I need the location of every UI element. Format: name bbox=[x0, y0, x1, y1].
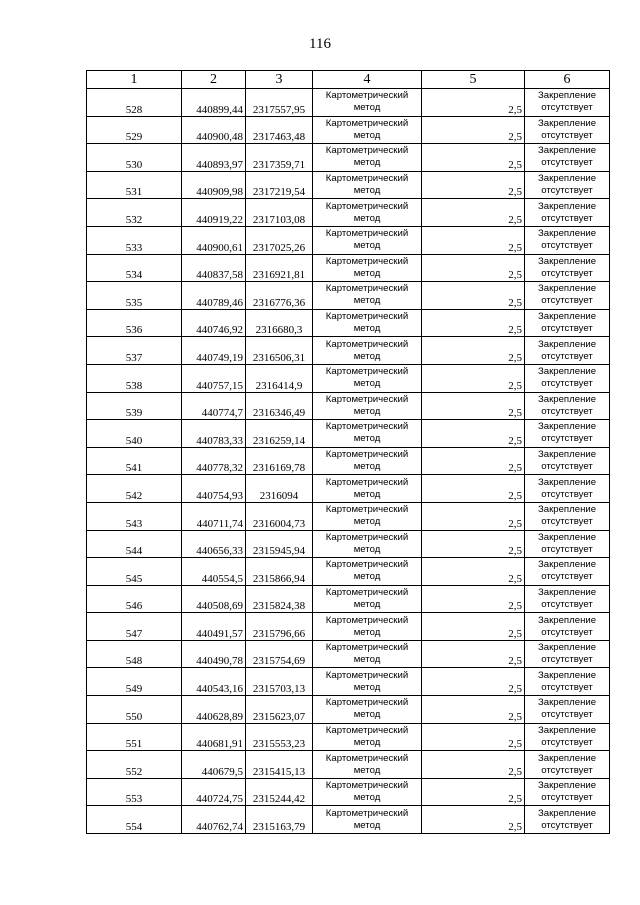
fixing-cell: Закрепление отсутствует bbox=[525, 447, 610, 475]
fixing-cell: Закрепление отсутствует bbox=[525, 806, 610, 834]
x-coordinate-cell: 440491,57 bbox=[182, 613, 246, 641]
fixing-cell: Закрепление отсутствует bbox=[525, 392, 610, 420]
accuracy-cell: 2,5 bbox=[422, 696, 525, 724]
fixing-cell: Закрепление отсутствует bbox=[525, 364, 610, 392]
x-coordinate-cell: 440837,58 bbox=[182, 254, 246, 282]
table-row bbox=[87, 806, 610, 834]
accuracy-cell: 2,5 bbox=[422, 116, 525, 144]
accuracy-cell: 2,5 bbox=[422, 364, 525, 392]
table-row bbox=[87, 337, 610, 365]
method-cell: Картометрический метод bbox=[313, 309, 422, 337]
x-coordinate-cell: 440919,22 bbox=[182, 199, 246, 227]
accuracy-cell: 2,5 bbox=[422, 806, 525, 834]
fixing-cell: Закрепление отсутствует bbox=[525, 696, 610, 724]
method-cell: Картометрический метод bbox=[313, 116, 422, 144]
point-number-cell: 549 bbox=[87, 668, 182, 696]
x-coordinate-cell: 440774,7 bbox=[182, 392, 246, 420]
fixing-cell: Закрепление отсутствует bbox=[525, 309, 610, 337]
accuracy-cell: 2,5 bbox=[422, 447, 525, 475]
table-row bbox=[87, 751, 610, 779]
header-row bbox=[87, 71, 610, 89]
method-cell: Картометрический метод bbox=[313, 696, 422, 724]
fixing-cell: Закрепление отсутствует bbox=[525, 282, 610, 310]
method-cell: Картометрический метод bbox=[313, 392, 422, 420]
y-coordinate-cell: 2317025,26 bbox=[246, 226, 313, 254]
accuracy-cell: 2,5 bbox=[422, 226, 525, 254]
point-number-cell: 551 bbox=[87, 723, 182, 751]
header-cell: 2 bbox=[182, 71, 246, 89]
point-number-cell: 548 bbox=[87, 640, 182, 668]
y-coordinate-cell: 2316506,31 bbox=[246, 337, 313, 365]
method-cell: Картометрический метод bbox=[313, 226, 422, 254]
x-coordinate-cell: 440899,44 bbox=[182, 89, 246, 117]
accuracy-cell: 2,5 bbox=[422, 337, 525, 365]
accuracy-cell: 2,5 bbox=[422, 502, 525, 530]
method-cell: Картометрический метод bbox=[313, 337, 422, 365]
y-coordinate-cell: 2315703,13 bbox=[246, 668, 313, 696]
accuracy-cell: 2,5 bbox=[422, 392, 525, 420]
point-number-cell: 534 bbox=[87, 254, 182, 282]
accuracy-cell: 2,5 bbox=[422, 530, 525, 558]
method-cell: Картометрический метод bbox=[313, 171, 422, 199]
x-coordinate-cell: 440749,19 bbox=[182, 337, 246, 365]
point-number-cell: 543 bbox=[87, 502, 182, 530]
header-cell: 6 bbox=[525, 71, 610, 89]
accuracy-cell: 2,5 bbox=[422, 475, 525, 503]
fixing-cell: Закрепление отсутствует bbox=[525, 420, 610, 448]
fixing-cell: Закрепление отсутствует bbox=[525, 778, 610, 806]
accuracy-cell: 2,5 bbox=[422, 171, 525, 199]
y-coordinate-cell: 2316259,14 bbox=[246, 420, 313, 448]
fixing-cell: Закрепление отсутствует bbox=[525, 613, 610, 641]
fixing-cell: Закрепление отсутствует bbox=[525, 226, 610, 254]
x-coordinate-cell: 440656,33 bbox=[182, 530, 246, 558]
x-coordinate-cell: 440783,33 bbox=[182, 420, 246, 448]
y-coordinate-cell: 2316921,81 bbox=[246, 254, 313, 282]
method-cell: Картометрический метод bbox=[313, 254, 422, 282]
method-cell: Картометрический метод bbox=[313, 778, 422, 806]
y-coordinate-cell: 2315824,38 bbox=[246, 585, 313, 613]
method-cell: Картометрический метод bbox=[313, 282, 422, 310]
x-coordinate-cell: 440554,5 bbox=[182, 558, 246, 586]
x-coordinate-cell: 440508,69 bbox=[182, 585, 246, 613]
y-coordinate-cell: 2317103,08 bbox=[246, 199, 313, 227]
fixing-cell: Закрепление отсутствует bbox=[525, 199, 610, 227]
accuracy-cell: 2,5 bbox=[422, 89, 525, 117]
table-row bbox=[87, 502, 610, 530]
point-number-cell: 531 bbox=[87, 171, 182, 199]
point-number-cell: 552 bbox=[87, 751, 182, 779]
x-coordinate-cell: 440757,15 bbox=[182, 364, 246, 392]
point-number-cell: 539 bbox=[87, 392, 182, 420]
table-row bbox=[87, 778, 610, 806]
table-row bbox=[87, 530, 610, 558]
accuracy-cell: 2,5 bbox=[422, 420, 525, 448]
x-coordinate-cell: 440893,97 bbox=[182, 144, 246, 172]
method-cell: Картометрический метод bbox=[313, 199, 422, 227]
fixing-cell: Закрепление отсутствует bbox=[525, 585, 610, 613]
method-cell: Картометрический метод bbox=[313, 558, 422, 586]
point-number-cell: 547 bbox=[87, 613, 182, 641]
x-coordinate-cell: 440679,5 bbox=[182, 751, 246, 779]
method-cell: Картометрический метод bbox=[313, 144, 422, 172]
x-coordinate-cell: 440711,74 bbox=[182, 502, 246, 530]
fixing-cell: Закрепление отсутствует bbox=[525, 254, 610, 282]
point-number-cell: 545 bbox=[87, 558, 182, 586]
accuracy-cell: 2,5 bbox=[422, 585, 525, 613]
point-number-cell: 532 bbox=[87, 199, 182, 227]
y-coordinate-cell: 2315796,66 bbox=[246, 613, 313, 641]
table-row bbox=[87, 144, 610, 172]
y-coordinate-cell: 2315623,07 bbox=[246, 696, 313, 724]
y-coordinate-cell: 2316094 bbox=[246, 475, 313, 503]
x-coordinate-cell: 440543,16 bbox=[182, 668, 246, 696]
point-number-cell: 540 bbox=[87, 420, 182, 448]
method-cell: Картометрический метод bbox=[313, 751, 422, 779]
y-coordinate-cell: 2317219,54 bbox=[246, 171, 313, 199]
y-coordinate-cell: 2315415,13 bbox=[246, 751, 313, 779]
method-cell: Картометрический метод bbox=[313, 668, 422, 696]
x-coordinate-cell: 440746,92 bbox=[182, 309, 246, 337]
table-row bbox=[87, 585, 610, 613]
y-coordinate-cell: 2316004,73 bbox=[246, 502, 313, 530]
table-row bbox=[87, 309, 610, 337]
method-cell: Картометрический метод bbox=[313, 530, 422, 558]
table-row bbox=[87, 558, 610, 586]
y-coordinate-cell: 2316680,3 bbox=[246, 309, 313, 337]
method-cell: Картометрический метод bbox=[313, 89, 422, 117]
method-cell: Картометрический метод bbox=[313, 613, 422, 641]
method-cell: Картометрический метод bbox=[313, 502, 422, 530]
x-coordinate-cell: 440681,91 bbox=[182, 723, 246, 751]
accuracy-cell: 2,5 bbox=[422, 640, 525, 668]
method-cell: Картометрический метод bbox=[313, 475, 422, 503]
point-number-cell: 553 bbox=[87, 778, 182, 806]
point-number-cell: 537 bbox=[87, 337, 182, 365]
accuracy-cell: 2,5 bbox=[422, 199, 525, 227]
y-coordinate-cell: 2315945,94 bbox=[246, 530, 313, 558]
table-row bbox=[87, 282, 610, 310]
accuracy-cell: 2,5 bbox=[422, 723, 525, 751]
table-row bbox=[87, 116, 610, 144]
table-body bbox=[87, 89, 610, 834]
fixing-cell: Закрепление отсутствует bbox=[525, 144, 610, 172]
fixing-cell: Закрепление отсутствует bbox=[525, 89, 610, 117]
point-number-cell: 536 bbox=[87, 309, 182, 337]
header-cell: 4 bbox=[313, 71, 422, 89]
accuracy-cell: 2,5 bbox=[422, 751, 525, 779]
method-cell: Картометрический метод bbox=[313, 723, 422, 751]
table-row bbox=[87, 420, 610, 448]
method-cell: Картометрический метод bbox=[313, 806, 422, 834]
table-row bbox=[87, 89, 610, 117]
accuracy-cell: 2,5 bbox=[422, 282, 525, 310]
y-coordinate-cell: 2316169,78 bbox=[246, 447, 313, 475]
point-number-cell: 546 bbox=[87, 585, 182, 613]
header-cell: 1 bbox=[87, 71, 182, 89]
method-cell: Картометрический метод bbox=[313, 585, 422, 613]
x-coordinate-cell: 440900,48 bbox=[182, 116, 246, 144]
table-row bbox=[87, 254, 610, 282]
method-cell: Картометрический метод bbox=[313, 447, 422, 475]
table-row bbox=[87, 696, 610, 724]
method-cell: Картометрический метод bbox=[313, 420, 422, 448]
table-row bbox=[87, 723, 610, 751]
fixing-cell: Закрепление отсутствует bbox=[525, 337, 610, 365]
accuracy-cell: 2,5 bbox=[422, 668, 525, 696]
fixing-cell: Закрепление отсутствует bbox=[525, 751, 610, 779]
accuracy-cell: 2,5 bbox=[422, 778, 525, 806]
point-number-cell: 528 bbox=[87, 89, 182, 117]
x-coordinate-cell: 440724,75 bbox=[182, 778, 246, 806]
x-coordinate-cell: 440762,74 bbox=[182, 806, 246, 834]
x-coordinate-cell: 440754,93 bbox=[182, 475, 246, 503]
accuracy-cell: 2,5 bbox=[422, 309, 525, 337]
y-coordinate-cell: 2316346,49 bbox=[246, 392, 313, 420]
table-row bbox=[87, 447, 610, 475]
point-number-cell: 544 bbox=[87, 530, 182, 558]
y-coordinate-cell: 2317557,95 bbox=[246, 89, 313, 117]
y-coordinate-cell: 2315244,42 bbox=[246, 778, 313, 806]
table-row bbox=[87, 475, 610, 503]
y-coordinate-cell: 2315754,69 bbox=[246, 640, 313, 668]
point-number-cell: 530 bbox=[87, 144, 182, 172]
fixing-cell: Закрепление отсутствует bbox=[525, 116, 610, 144]
header-cell: 3 bbox=[246, 71, 313, 89]
point-number-cell: 542 bbox=[87, 475, 182, 503]
table-row bbox=[87, 226, 610, 254]
header-cell: 5 bbox=[422, 71, 525, 89]
y-coordinate-cell: 2317463,48 bbox=[246, 116, 313, 144]
fixing-cell: Закрепление отсутствует bbox=[525, 530, 610, 558]
x-coordinate-cell: 440628,89 bbox=[182, 696, 246, 724]
accuracy-cell: 2,5 bbox=[422, 144, 525, 172]
table-row bbox=[87, 171, 610, 199]
fixing-cell: Закрепление отсутствует bbox=[525, 558, 610, 586]
point-number-cell: 550 bbox=[87, 696, 182, 724]
accuracy-cell: 2,5 bbox=[422, 613, 525, 641]
method-cell: Картометрический метод bbox=[313, 364, 422, 392]
coordinates-table bbox=[86, 70, 610, 834]
x-coordinate-cell: 440778,32 bbox=[182, 447, 246, 475]
accuracy-cell: 2,5 bbox=[422, 254, 525, 282]
y-coordinate-cell: 2315553,23 bbox=[246, 723, 313, 751]
point-number-cell: 541 bbox=[87, 447, 182, 475]
x-coordinate-cell: 440909,98 bbox=[182, 171, 246, 199]
y-coordinate-cell: 2317359,71 bbox=[246, 144, 313, 172]
x-coordinate-cell: 440900,61 bbox=[182, 226, 246, 254]
y-coordinate-cell: 2316776,36 bbox=[246, 282, 313, 310]
accuracy-cell: 2,5 bbox=[422, 558, 525, 586]
x-coordinate-cell: 440490,78 bbox=[182, 640, 246, 668]
y-coordinate-cell: 2316414,9 bbox=[246, 364, 313, 392]
x-coordinate-cell: 440789,46 bbox=[182, 282, 246, 310]
fixing-cell: Закрепление отсутствует bbox=[525, 640, 610, 668]
fixing-cell: Закрепление отсутствует bbox=[525, 475, 610, 503]
table-row bbox=[87, 199, 610, 227]
method-cell: Картометрический метод bbox=[313, 640, 422, 668]
fixing-cell: Закрепление отсутствует bbox=[525, 502, 610, 530]
y-coordinate-cell: 2315163,79 bbox=[246, 806, 313, 834]
point-number-cell: 554 bbox=[87, 806, 182, 834]
point-number-cell: 533 bbox=[87, 226, 182, 254]
table-row bbox=[87, 392, 610, 420]
table-row bbox=[87, 640, 610, 668]
table-row bbox=[87, 364, 610, 392]
y-coordinate-cell: 2315866,94 bbox=[246, 558, 313, 586]
table-row bbox=[87, 613, 610, 641]
fixing-cell: Закрепление отсутствует bbox=[525, 723, 610, 751]
point-number-cell: 535 bbox=[87, 282, 182, 310]
point-number-cell: 529 bbox=[87, 116, 182, 144]
page-number: 116 bbox=[309, 36, 331, 52]
fixing-cell: Закрепление отсутствует bbox=[525, 668, 610, 696]
fixing-cell: Закрепление отсутствует bbox=[525, 171, 610, 199]
point-number-cell: 538 bbox=[87, 364, 182, 392]
table-row bbox=[87, 668, 610, 696]
